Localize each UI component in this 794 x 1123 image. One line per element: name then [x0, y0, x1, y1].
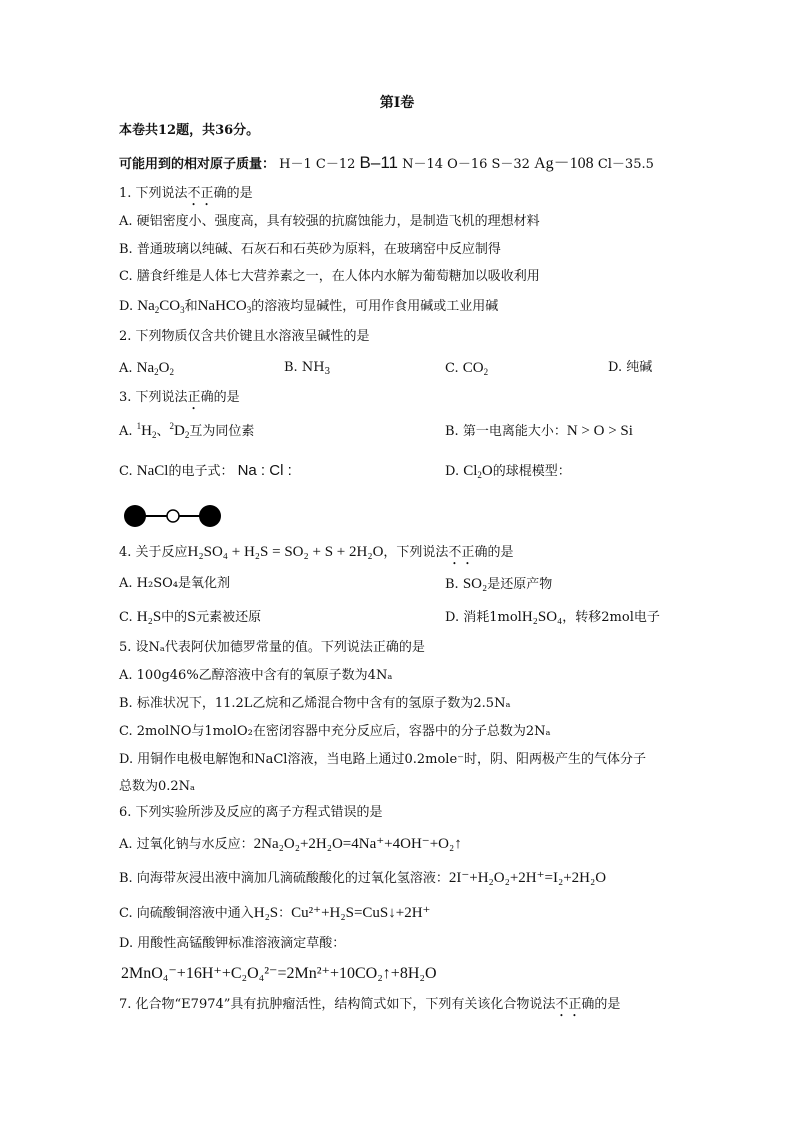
q2-option-a: A. $Na_2O_2$ [119, 360, 175, 377]
q2-stem: 2. 下列物质仅含共价键且水溶液呈碱性的是 [119, 329, 370, 344]
q4-option-c: C. H₂S中的S元素被还原 [119, 609, 262, 625]
q6-d-equation: 2MnO₄⁻+16H⁺+C₂O₄²⁻=2Mn²⁺+10CO₂↑+8H₂O [121, 965, 437, 982]
q6-stem: 6. 下列实验所涉及反应的离子方程式错误的是 [119, 805, 383, 820]
q1-stem [119, 184, 253, 209]
q2-option-b: B. $NH_3$ [284, 360, 331, 377]
atomic-masses-b: B–11 [359, 153, 398, 172]
q4-option-d: D. 消耗1molH₂SO₄，转移2mol电子 [445, 609, 660, 625]
q3-option-d: D. $Cl_2O$的球棍模型： [445, 463, 571, 480]
q6-c-equation: Cu²⁺+H₂S=CuS↓+2H⁺ [291, 905, 431, 921]
q1-d-and: 和 [184, 299, 198, 314]
q3-option-b: B. 第一电离能大小：N > O > Si [445, 423, 633, 439]
q2-option-d: D. 纯碱 [608, 360, 653, 375]
q1-stem-text-end: 确的是 [213, 186, 253, 201]
q2-option-c: C. $CO_2$ [445, 360, 489, 377]
q5-option-d-line1: D. 用铜作电极电解饱和NaCl溶液，当电路上通过0.2mole⁻时，阴、阳两极产生的气体分子 [119, 752, 646, 767]
q1-d-rest: 的溶液均显碱性，可用作食用碱或工业用碱 [251, 299, 499, 314]
q1-stem-text: 1. 下列说法 [119, 186, 188, 201]
atomic-masses-label: 可能用到的相对原子质量： [119, 157, 276, 172]
atomic-masses-e: Cl－35.5 [597, 157, 654, 172]
q3-stem: 3. 下列说法正确的是 [119, 390, 240, 405]
atomic-masses-a: H－1 C－12 [279, 157, 356, 172]
q1-option-b: B. 普通玻璃以纯碱、石灰石和石英砂为原料，在玻璃窑中反应制得 [119, 242, 501, 257]
nacl-electron-formula: Na : Cl : [237, 462, 292, 479]
q5-stem: 5. 设Nₐ代表阿伏加德罗常量的值。下列说法正确的是 [119, 640, 425, 655]
q1-option-d [119, 296, 498, 317]
q1-d-label: D. [119, 299, 134, 314]
q4-stem: 4. 关于反应H₂SO₄ + H₂S = SO₂ + S + 2H₂O，下列说法不正确的是 [119, 544, 514, 560]
q1-stem-emphasis: 不正 [187, 186, 214, 201]
q5-option-b: B. 标准状况下，11.2L乙烷和乙烯混合物中含有的氢原子数为2.5Nₐ [119, 696, 511, 711]
atomic-masses-c: N－14 O－16 S－32 [402, 157, 530, 172]
cl2o-ball-stick-model [118, 499, 228, 533]
atomic-masses-line [119, 153, 654, 175]
q6-option-b: B. 向海带灰浸出液中滴加几滴硫酸酸化的过氧化氢溶液：2I⁻+H₂O₂+2H⁺=I₂+2H₂O [119, 870, 607, 886]
q5-option-c: C. 2molNO与1molO₂在密闭容器中充分反应后，容器中的分子总数为2Nₐ [119, 724, 551, 739]
q1-option-a: A. 硬铝密度小、强度高，具有较强的抗腐蚀能力，是制造飞机的理想材料 [119, 214, 540, 229]
atomic-masses-d: Ag－108 [534, 155, 594, 172]
q7-stem: 7. 化合物“E7974”具有抗肿瘤活性，结构简式如下，下列有关该化合物说法不正确的是 [119, 997, 621, 1012]
section-intro: 本卷共12题，共36分。 [119, 123, 260, 138]
q6-a-equation: 2Na₂O₂+2H₂O=4Na⁺+4OH⁻+O₂↑ [253, 836, 462, 852]
q1-d-formula1: $Na_2CO_3$ [137, 298, 185, 315]
q3-option-c: C. NaCl的电子式： Na : Cl : [119, 462, 292, 479]
q4-option-b: B. SO₂是还原产物 [445, 576, 553, 592]
q6-option-c: C. 向硫酸铜溶液中通入H₂S：Cu²⁺+H₂S=CuS↓+2H⁺ [119, 905, 431, 921]
q6-b-equation: 2I⁻+H₂O₂+2H⁺=I₂+2H₂O [448, 870, 607, 886]
q4-stem-emphasis: 不正 [448, 545, 475, 560]
q1-d-formula2: NaHCO$_3$ [197, 298, 252, 315]
q1-option-c: C. 膳食纤维是人体七大营养素之一，在人体内水解为葡萄糖加以吸收利用 [119, 269, 540, 284]
q6-option-d: D. 用酸性高锰酸钾标准溶液滴定草酸： [119, 936, 346, 951]
q5-option-d-line2: 总数为0.2Nₐ [119, 779, 196, 794]
q3-option-a: A. $^1H_2$、$^2D_2$互为同位素 [119, 421, 255, 440]
section-title: 第Ⅰ卷 [379, 95, 415, 111]
q7-stem-emphasis: 不正 [555, 997, 582, 1012]
q4-equation: H₂SO₄ + H₂S = SO₂ + S + 2H₂O [187, 544, 384, 560]
q6-option-a: A. 过氧化钠与水反应：2Na₂O₂+2H₂O=4Na⁺+4OH⁻+O₂↑ [119, 836, 462, 852]
q3-stem-emphasis: 正 [187, 390, 201, 405]
q4-option-a: A. H₂SO₄是氧化剂 [119, 576, 230, 591]
q5-option-a: A. 100g46%乙醇溶液中含有的氧原子数为4Nₐ [119, 668, 393, 683]
